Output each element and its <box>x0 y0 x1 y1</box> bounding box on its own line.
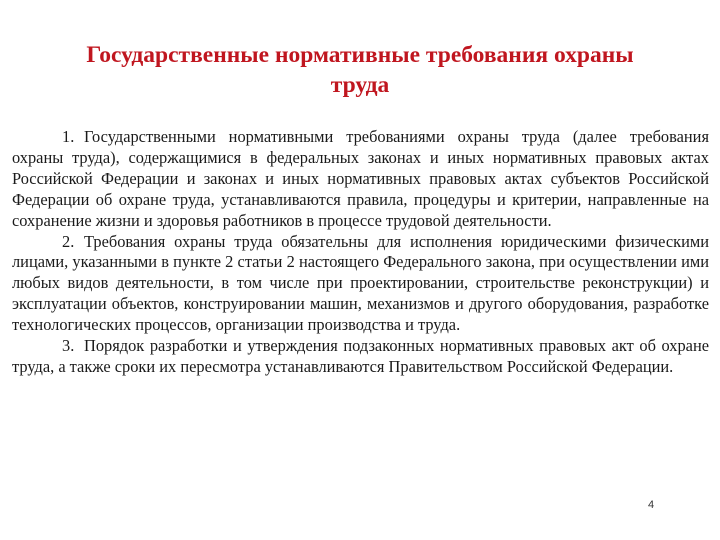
slide-body <box>12 127 709 378</box>
paragraph-3-number: 3. <box>62 336 75 356</box>
paragraph-3-text: Порядок разработки и утверждения подзаконных нормативных правовых акт об охране труда, а также сроки их пересмотра устанавливаются Правительством Российской Федерации. <box>12 336 709 376</box>
slide-title <box>20 40 700 100</box>
paragraph-1-text: Государственными нормативными требованиями охраны труда (далее требования охраны труда), содержащимися в федеральных законах и иных нормативных правовых актах Российской Федерации и законах и иных нормативных правовых актах субъектов Российской Федерации об охране труда, устанавливаются правила, процедуры и критерии, направленные на сохранение жизни и здоровья работников в процессе трудовой деятельности. <box>12 127 709 230</box>
slide-title-line-1: Государственные нормативные требования охраны <box>86 42 634 68</box>
paragraph-2-text: Требования охраны труда обязательны для исполнения юридическими физическими лицами, указанными в пункте 2 статьи 2 настоящего Федерального закона, при осуществлении ими любых видов деятельности, в том числе при проектировании, строительстве реконструкции) и эксплуатации объектов, конструировании машин, механизмов и другого оборудования, разработке технологических процессов, организации производства и труда. <box>12 231 709 335</box>
paragraph-3 <box>12 336 709 378</box>
paragraph-1 <box>12 127 709 232</box>
paragraph-1-number: 1. <box>62 127 75 146</box>
paragraph-2 <box>12 232 709 337</box>
page-number: 4 <box>648 499 655 511</box>
paragraph-2-number: 2. <box>62 231 75 251</box>
slide-title-line-2: труда <box>330 72 390 98</box>
